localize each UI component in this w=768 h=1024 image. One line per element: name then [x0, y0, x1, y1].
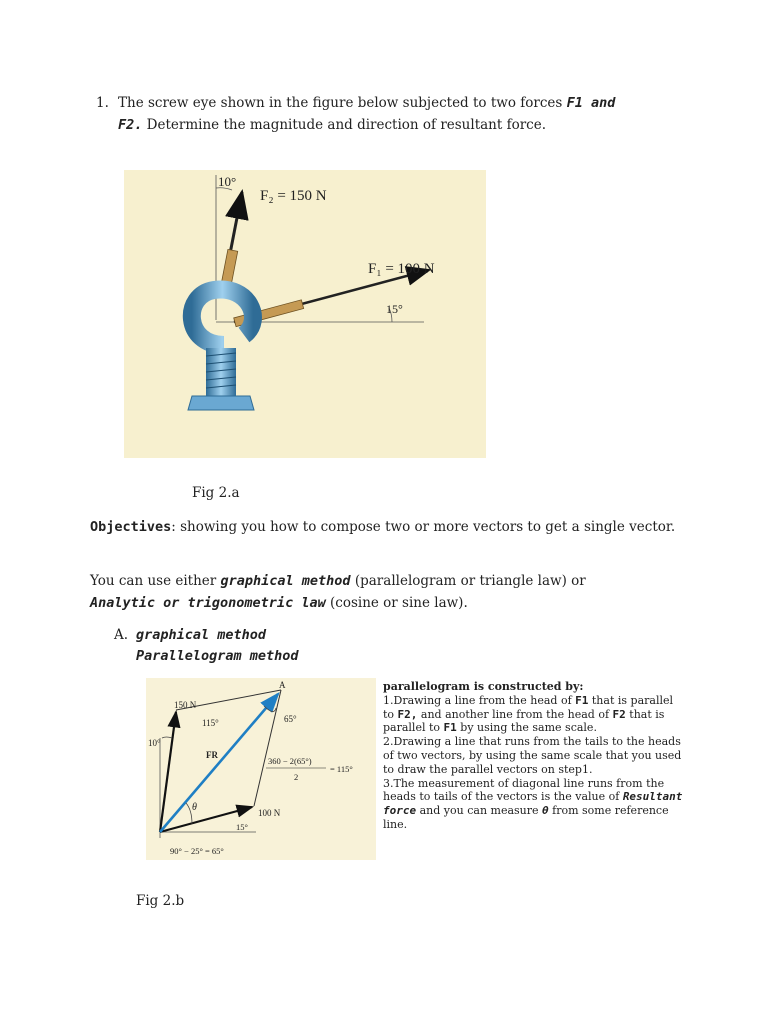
- figure-caption-2b: Fig 2.b: [136, 893, 185, 909]
- label-bottom-equation: 90° − 25° = 65°: [170, 846, 224, 856]
- label-10: 10°: [148, 738, 161, 748]
- angle-label-10: 10°: [218, 174, 237, 189]
- step-1: 1.Drawing a line from the head of F1 that is parallel to F2, and another line from the head of F2 that is parallel to F1 by using the same scale.: [383, 693, 674, 735]
- label-115-top: 115°: [202, 718, 219, 728]
- objectives-paragraph: Objectives: showing you how to compose two or more vectors to get a single vector.: [90, 519, 676, 535]
- label-150N: 150 N: [174, 700, 197, 710]
- label-theta: θ: [192, 802, 197, 813]
- label-A: A: [279, 680, 286, 690]
- step-2: 2.Drawing a line that runs from the tails to the heads of two vectors, by using the same scale that you used to draw the parallel vectors on step1.: [383, 735, 682, 776]
- angle-label-15: 15°: [386, 302, 403, 316]
- label-eq-den: 2: [294, 772, 299, 782]
- steps-heading: parallelogram is constructed by:: [383, 680, 584, 693]
- figure-parallelogram: [146, 678, 376, 860]
- f2-vector: [160, 712, 176, 832]
- section-a-heading: A. graphical method Parallelogram method: [114, 627, 299, 664]
- label-15: 15°: [236, 822, 248, 832]
- label-100N: 100 N: [258, 808, 281, 818]
- question-number: 1.: [96, 95, 109, 111]
- parallelogram-steps: [383, 680, 683, 832]
- label-65: 65°: [284, 714, 297, 724]
- step-3: 3.The measurement of diagonal line runs from the heads to tails of the vectors is the value of Resultant force and you can measure θ from some reference line.: [383, 776, 683, 831]
- methods-paragraph: You can use either graphical method (parallelogram or triangle law) or Analytic or trigonometric law (cosine or sine law).: [90, 573, 586, 611]
- label-eq-res: = 115°: [330, 764, 353, 774]
- question-1: [96, 92, 696, 136]
- f2-label: F₂ = 150 N: [260, 188, 327, 204]
- f1-label: F₁ = 100 N: [368, 261, 435, 277]
- figure-caption-2a: Fig 2.a: [192, 485, 240, 501]
- label-eq-num: 360 − 2(65°): [268, 756, 312, 766]
- label-FR: FR: [206, 750, 218, 760]
- figure-screw-eye: [124, 170, 486, 458]
- question-text: The screw eye shown in the figure below subjected to two forces F1 and F2. Determine the magnitude and direction of resultant force.: [118, 95, 616, 133]
- screw-nut: [188, 396, 254, 410]
